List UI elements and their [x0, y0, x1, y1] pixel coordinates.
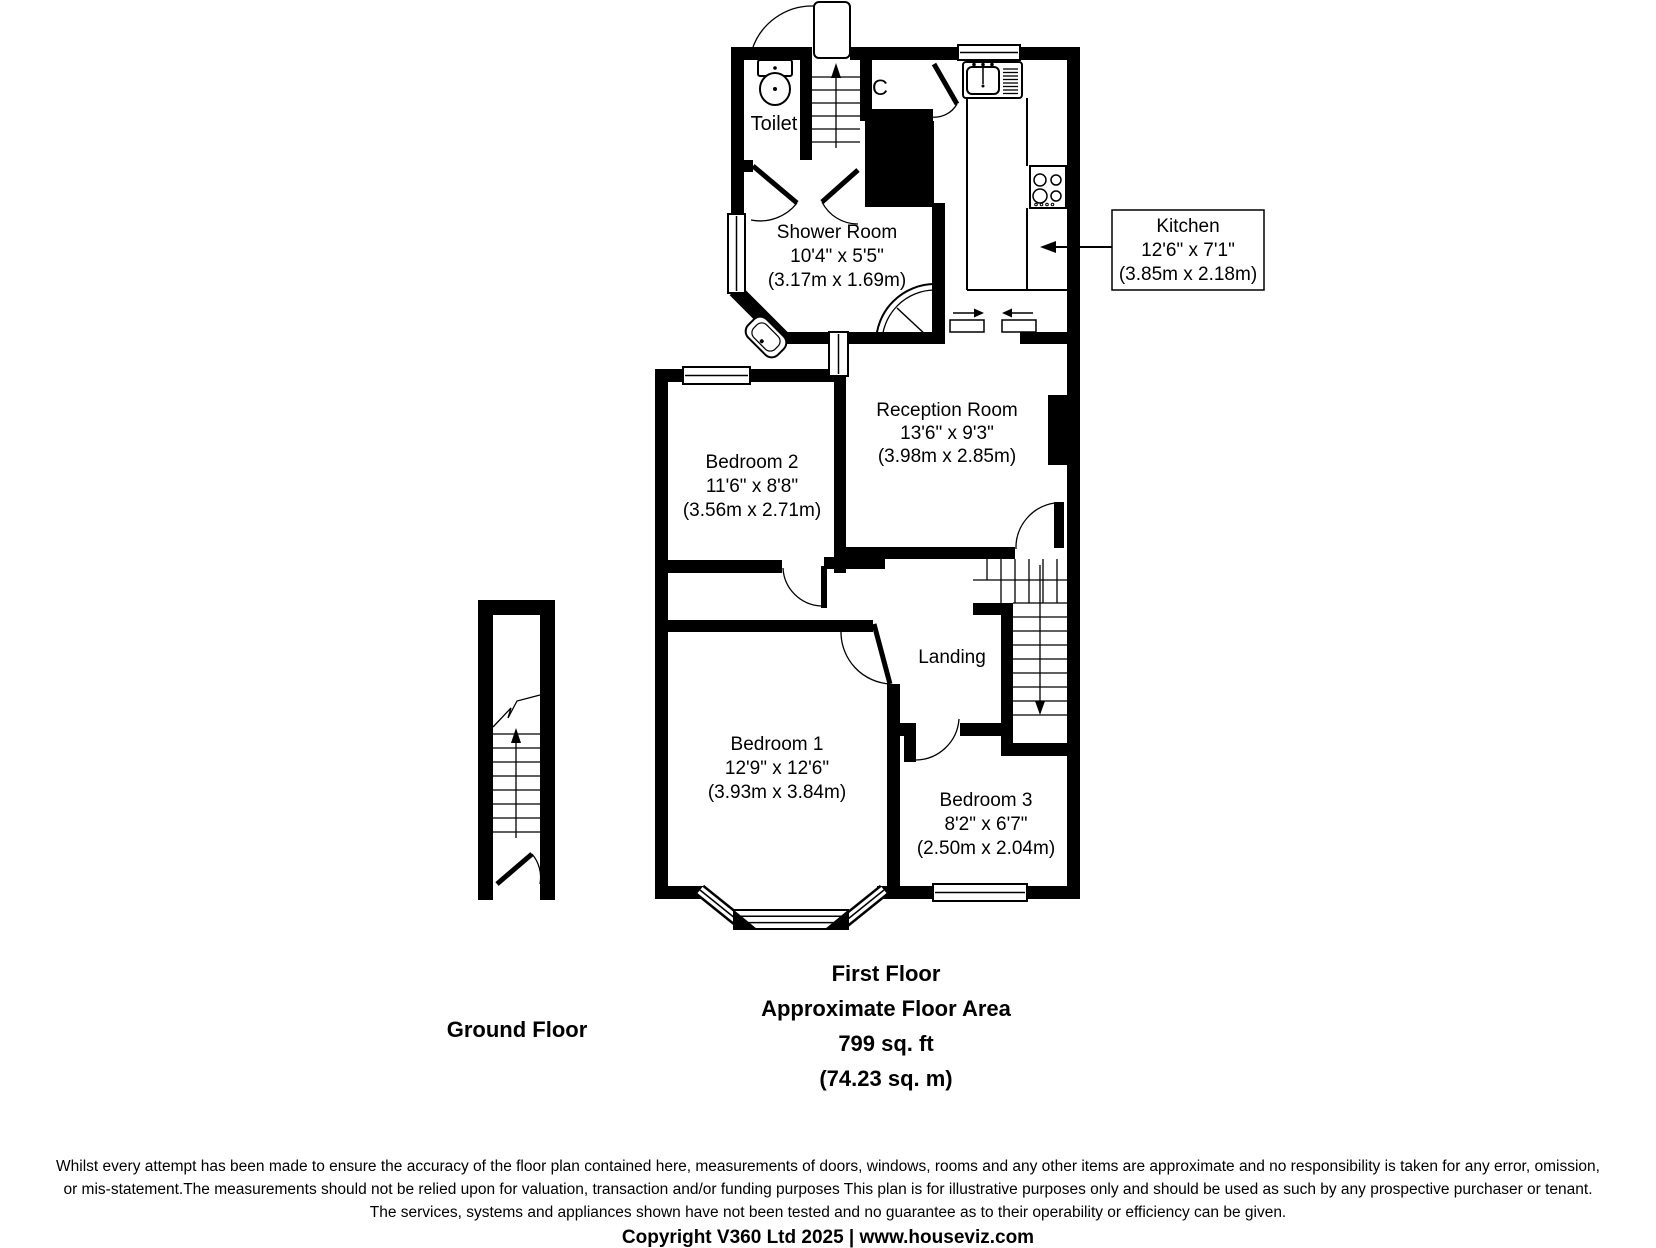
reception-room-dims-metric: (3.98m x 2.85m) — [877, 446, 1017, 467]
toilet-door — [751, 166, 797, 221]
bedroom2-dims-imperial: 11'6" x 8'8" — [705, 476, 799, 497]
bedroom1-label: Bedroom 1 — [730, 734, 824, 755]
copyright-line: Copyright V360 Ltd 2025 | www.houseviz.com — [621, 1227, 1035, 1248]
shower-room-dims-imperial: 10'4" x 5'5" — [790, 246, 884, 267]
floor-titles — [447, 961, 1012, 1091]
bedroom3-door — [904, 719, 959, 762]
reception-room-label: Reception Room — [876, 400, 1018, 421]
toilet-label: Toilet — [750, 113, 798, 135]
bedroom2-dims-metric: (3.56m x 2.71m) — [682, 500, 822, 521]
ground-floor-title: Ground Floor — [446, 1017, 588, 1042]
disclaimer-line-3: The services, systems and appliances shown have not been tested and no guarantee as to their operability or efficiency can be given. — [369, 1204, 1287, 1221]
shower-room-dims-metric: (3.17m x 1.69m) — [767, 270, 907, 291]
kitchen-fixtures — [963, 62, 1067, 290]
bedroom3-dims-imperial: 8'2" x 6'7" — [944, 814, 1028, 835]
reception-landing-door — [1016, 502, 1064, 549]
shower-room-door — [822, 170, 858, 224]
ground-floor-stairs — [493, 695, 540, 838]
first-floor-area-metric: (74.23 sq. m) — [819, 1066, 953, 1091]
hob-icon — [1030, 166, 1066, 208]
shower-room-label: Shower Room — [776, 222, 898, 243]
corner-basin-icon — [742, 313, 790, 361]
stairs-break-line — [493, 695, 540, 727]
bedroom2-door — [783, 566, 827, 608]
landing-label: Landing — [918, 647, 986, 668]
sink-icon — [963, 62, 1022, 98]
kitchen-sliding-doors — [950, 309, 1036, 333]
stairs-up-arrow — [511, 728, 521, 743]
bedroom1-door — [841, 624, 890, 684]
entrance-door — [497, 854, 541, 884]
bedroom3-dims-metric: (2.50m x 2.04m) — [916, 838, 1056, 859]
first-floor-walls — [655, 47, 1080, 899]
kitchen-label: Kitchen — [1156, 216, 1220, 237]
disclaimer-line-1: Whilst every attempt has been made to ensure the accuracy of the floor plan contained here, measurements of doors, windows, rooms and any other items are approximate and no responsibility is taken for any error, omission, — [56, 1158, 1600, 1175]
bedroom1-dims-imperial: 12'9" x 12'6" — [724, 758, 830, 779]
first-floor-area-imperial: 799 sq. ft — [838, 1031, 934, 1056]
landing-stairs — [973, 559, 1067, 715]
kitchen-dims-imperial: 12'6" x 7'1" — [1141, 240, 1235, 261]
upper-stairs — [812, 63, 860, 148]
reception-internal-opening — [829, 332, 848, 376]
bay-window — [700, 890, 884, 929]
stairs-up-arrow — [831, 63, 841, 78]
cupboard-label: C — [872, 75, 888, 100]
footer — [56, 1158, 1600, 1248]
kitchen-door — [931, 64, 957, 117]
reception-room-dims-imperial: 13'6" x 9'3" — [900, 423, 994, 444]
bedroom1-dims-metric: (3.93m x 3.84m) — [707, 782, 847, 803]
kitchen-dims-metric: (3.85m x 2.18m) — [1118, 264, 1258, 285]
kitchen-window — [958, 45, 1020, 60]
chimney-breast — [1048, 395, 1080, 465]
shower-room-window — [728, 214, 745, 293]
bedroom2-label: Bedroom 2 — [705, 452, 799, 473]
bedroom3-label: Bedroom 3 — [939, 790, 1033, 811]
ground-floor-plan — [478, 600, 555, 900]
toilet-icon — [758, 60, 792, 105]
kitchen-callout-arrow — [1040, 241, 1056, 253]
bedroom3-window — [933, 884, 1027, 901]
first-floor-title: First Floor — [831, 961, 941, 986]
first-floor-subtitle: Approximate Floor Area — [761, 996, 1011, 1021]
first-floor-stairs — [812, 63, 1067, 715]
disclaimer-line-2: or mis-statement.The measurements should not be relied upon for valuation, transaction and/or funding purposes This plan is for illustrative purposes only and should be used as such by any prospective purchaser or tenant. — [63, 1181, 1593, 1198]
stairs-down-arrow — [1035, 701, 1045, 715]
bedroom2-window — [683, 367, 750, 384]
